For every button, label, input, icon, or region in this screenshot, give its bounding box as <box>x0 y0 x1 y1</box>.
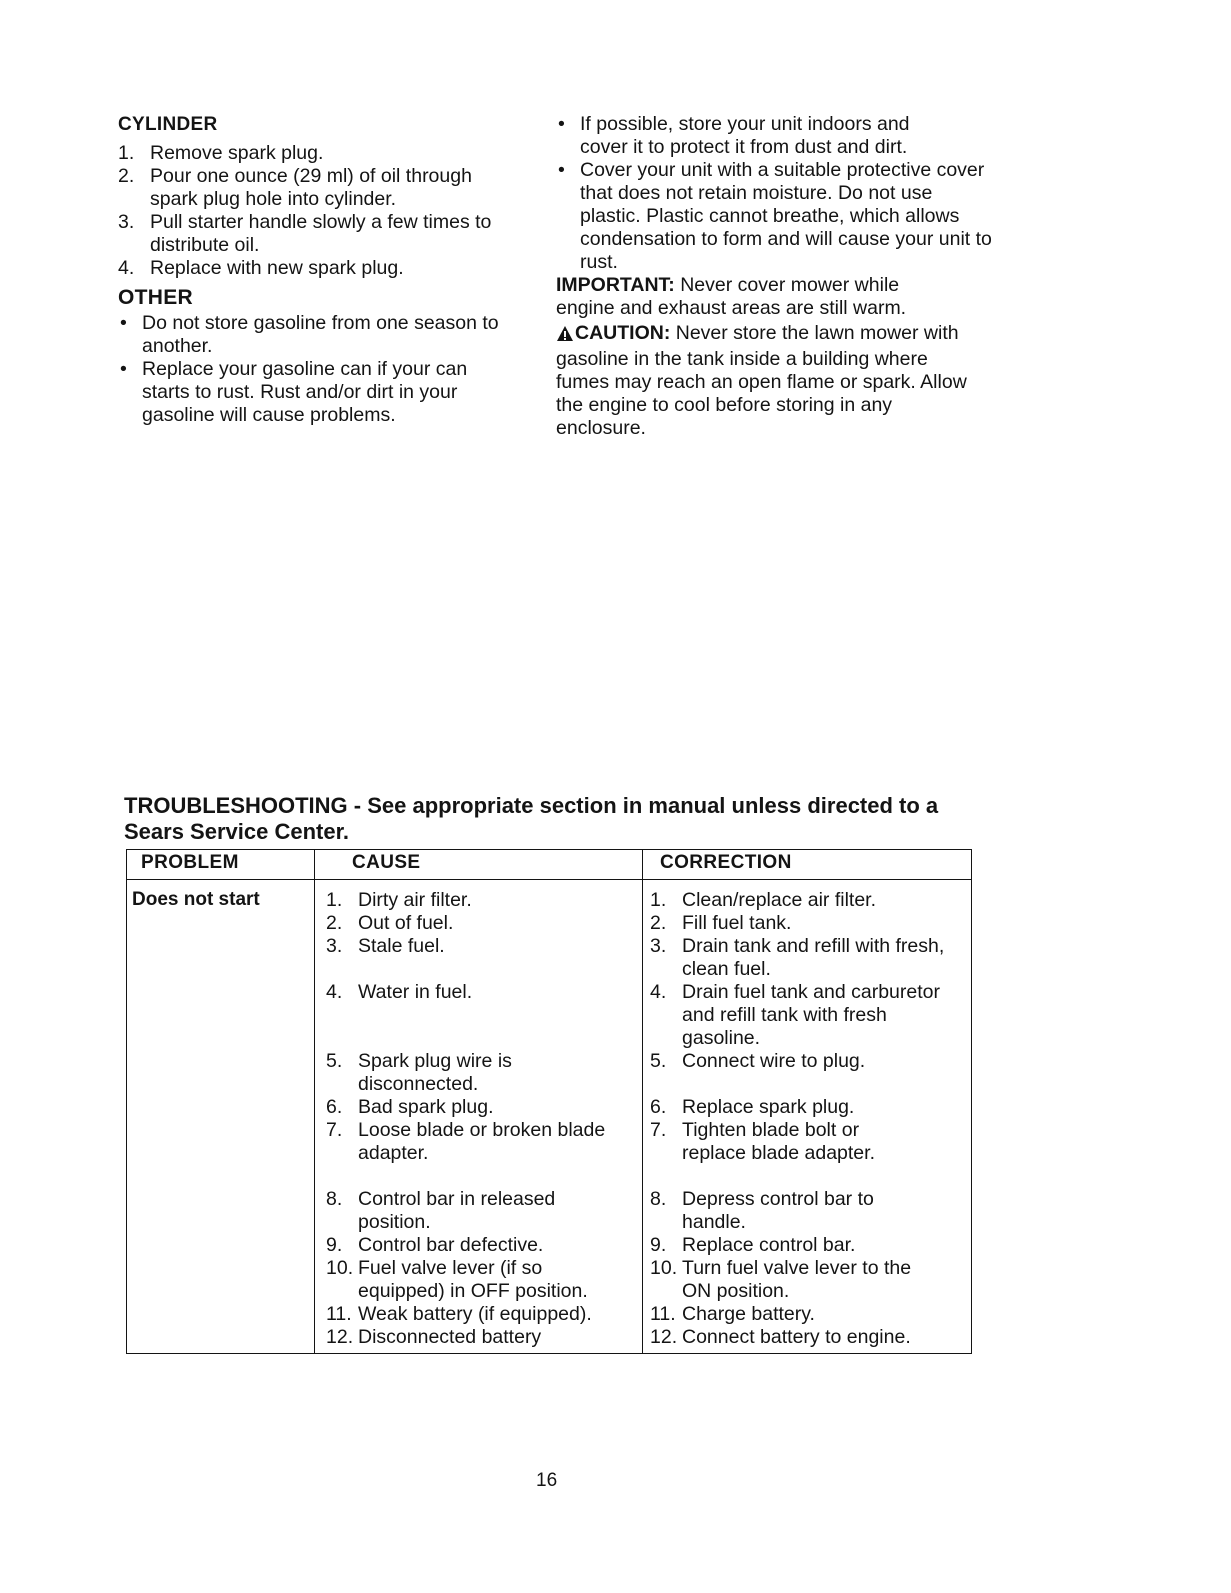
item-text: Spark plug wire is disconnected. <box>358 1050 512 1095</box>
list-item <box>326 1050 588 1096</box>
item-number: 4. <box>650 981 667 1003</box>
item-text: Fill fuel tank. <box>682 912 792 934</box>
important-text: Never cover mower while engine and exhaust areas are still warm. <box>556 274 907 319</box>
caution-label: CAUTION: <box>575 322 671 344</box>
list-item <box>326 1119 618 1165</box>
item-number: 10. <box>326 1257 354 1279</box>
item-text: Bad spark plug. <box>358 1096 494 1118</box>
item-number: 5. <box>326 1050 343 1072</box>
important-label: IMPORTANT: <box>556 274 675 296</box>
step-number: 1. <box>118 142 135 164</box>
item-text: Out of fuel. <box>358 912 454 934</box>
list-item <box>326 981 636 1004</box>
list-item <box>650 1050 968 1073</box>
list-item <box>326 1234 636 1257</box>
list-item <box>118 257 520 280</box>
list-item <box>650 935 952 981</box>
item-number: 10. <box>650 1257 678 1279</box>
item-text: Control bar defective. <box>358 1234 544 1256</box>
cylinder-heading: CYLINDER <box>118 114 218 135</box>
list-item <box>650 1096 968 1119</box>
item-number: 12. <box>326 1326 354 1348</box>
item-text: Charge battery. <box>682 1303 815 1325</box>
problem-cell: Does not start <box>132 889 260 910</box>
item-number: 3. <box>326 935 343 957</box>
left-column <box>118 113 528 427</box>
item-text: Turn fuel valve lever to the ON position. <box>682 1257 912 1302</box>
list-item <box>118 142 510 165</box>
item-number: 9. <box>326 1234 343 1256</box>
step-text: Pour one ounce (29 ml) of oil through spark plug hole into cylinder. <box>150 165 472 210</box>
list-item <box>650 1119 922 1165</box>
page-number: 16 <box>536 1470 558 1491</box>
storage-bullets <box>556 113 992 274</box>
item-text: Disconnected battery <box>358 1326 542 1348</box>
other-bullets <box>118 312 528 427</box>
step-text: Pull starter handle slowly a few times to distribute oil. <box>150 211 492 256</box>
step-number: 4. <box>118 257 135 279</box>
item-text: Control bar in released position. <box>358 1188 556 1233</box>
list-item: • If possible, store your unit indoors and cover it to protect it from dust and dirt. <box>556 113 960 159</box>
item-number: 12. <box>650 1326 678 1348</box>
item-number: 7. <box>326 1119 343 1141</box>
item-number: 3. <box>650 935 667 957</box>
item-text: Replace control bar. <box>682 1234 856 1256</box>
item-text: Connect battery to engine. <box>682 1326 911 1348</box>
item-number: 2. <box>650 912 667 934</box>
list-item: • Do not store gasoline from one season to another. <box>118 312 522 358</box>
caution-note <box>556 322 968 440</box>
item-number: 2. <box>326 912 343 934</box>
item-text: Loose blade or broken blade adapter. <box>358 1119 606 1164</box>
header-problem: PROBLEM <box>141 852 239 873</box>
list-item <box>326 889 636 912</box>
item-number: 8. <box>326 1188 343 1210</box>
item-number: 8. <box>650 1188 667 1210</box>
item-number: 5. <box>650 1050 667 1072</box>
item-text: Clean/replace air filter. <box>682 889 877 911</box>
item-text: Replace spark plug. <box>682 1096 855 1118</box>
important-note <box>556 274 946 320</box>
column-divider <box>314 850 315 1353</box>
list-item <box>650 981 957 1050</box>
item-text: Drain fuel tank and carburetor and refill tank with fresh gasoline. <box>682 981 940 1049</box>
item-number: 4. <box>326 981 343 1003</box>
item-number: 1. <box>650 889 667 911</box>
item-number: 7. <box>650 1119 667 1141</box>
troubleshooting-table <box>126 849 972 1354</box>
correction-list <box>650 889 968 1349</box>
list-item: • Cover your unit with a suitable protective cover that does not retain moisture. Do not use plastic. Plastic cannot breathe, which allows condensation to form and will cause your unit to rust. <box>556 159 992 274</box>
list-item <box>650 1303 968 1326</box>
item-text: Tighten blade bolt or replace blade adapter. <box>682 1119 875 1164</box>
item-number: 11. <box>326 1303 352 1325</box>
list-item <box>326 1303 636 1326</box>
list-item <box>326 935 636 958</box>
list-item <box>650 889 968 912</box>
header-correction: CORRECTION <box>660 852 792 873</box>
header-divider <box>127 879 971 880</box>
item-number: 6. <box>650 1096 667 1118</box>
item-number: 1. <box>326 889 343 911</box>
list-item <box>326 1257 613 1303</box>
list-item <box>326 1188 618 1234</box>
warning-triangle-icon <box>556 325 574 348</box>
list-item <box>326 912 636 935</box>
cylinder-steps <box>118 142 528 280</box>
step-number: 2. <box>118 165 135 187</box>
item-text: Stale fuel. <box>358 935 445 957</box>
other-heading: OTHER <box>118 286 193 309</box>
list-item <box>650 912 968 935</box>
troubleshooting-title: TROUBLESHOOTING - See appropriate section in manual unless directed to a Sears Service Center. <box>124 793 939 844</box>
right-column <box>556 113 992 440</box>
item-text: Fuel valve lever (if so equipped) in OFF position. <box>358 1257 588 1302</box>
list-item <box>650 1257 922 1303</box>
list-item <box>650 1234 968 1257</box>
item-text: Drain tank and refill with fresh, clean fuel. <box>682 935 945 980</box>
item-number: 6. <box>326 1096 343 1118</box>
item-text: Water in fuel. <box>358 981 473 1003</box>
list-item <box>326 1096 636 1119</box>
list-item: • Replace your gasoline can if your can starts to rust. Rust and/or dirt in your gasoline will cause problems. <box>118 358 512 427</box>
step-text: Remove spark plug. <box>150 142 324 164</box>
item-number: 9. <box>650 1234 667 1256</box>
item-text: Depress control bar to handle. <box>682 1188 874 1233</box>
caution-text: Never store the lawn mower with gasoline in the tank inside a building where fumes may reach an open flame or spark. Allow the engine to cool before storing in any enclosure. <box>556 322 967 439</box>
list-item <box>118 165 520 211</box>
list-item <box>650 1188 932 1234</box>
step-text: Replace with new spark plug. <box>150 257 404 279</box>
column-divider <box>642 850 643 1353</box>
list-item <box>118 211 520 257</box>
cause-list <box>326 889 636 1349</box>
item-text: Weak battery (if equipped). <box>358 1303 592 1325</box>
item-text: Dirty air filter. <box>358 889 472 911</box>
list-item <box>326 1326 636 1349</box>
item-number: 11. <box>650 1303 676 1325</box>
list-item <box>650 1326 968 1349</box>
header-cause: CAUSE <box>352 852 421 873</box>
step-number: 3. <box>118 211 135 233</box>
item-text: Connect wire to plug. <box>682 1050 866 1072</box>
